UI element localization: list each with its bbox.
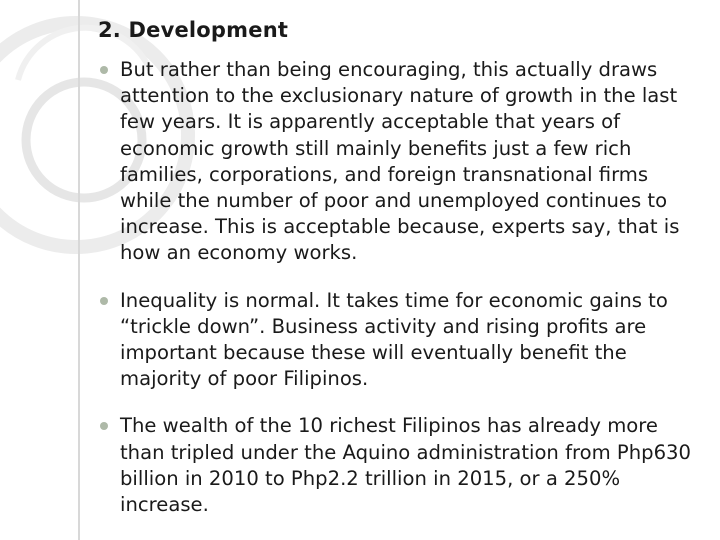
bullet-item xyxy=(100,413,700,518)
section-heading: 2. Development xyxy=(98,18,289,42)
bullet-item xyxy=(100,288,700,393)
bullet-dot-icon xyxy=(100,297,108,305)
bullet-text: The wealth of the 10 richest Filipinos has already more than tripled under the Aquino administration from Php630 billion in 2010 to Php2.2 trillion in 2015, or a 250% increase. xyxy=(120,414,691,517)
bullet-text: But rather than being encouraging, this actually draws attention to the exclusionary nature of growth in the last few years. It is apparently acceptable that years of economic growth still mainly benefits just a few rich families, corporations, and foreign transnational firms while the number of poor and unemployed continues to increase. This is acceptable because, experts say, that is how an economy works. xyxy=(120,58,680,265)
bullet-list xyxy=(100,57,700,539)
left-vertical-rule xyxy=(78,0,80,540)
bullet-dot-icon xyxy=(100,422,108,430)
bullet-text: Inequality is normal. It takes time for economic gains to “trickle down”. Business activity and rising profits are important because these will eventually benefit the majority of poor Filipinos. xyxy=(120,288,668,391)
bullet-item xyxy=(100,57,700,267)
bullet-dot-icon xyxy=(100,66,108,74)
